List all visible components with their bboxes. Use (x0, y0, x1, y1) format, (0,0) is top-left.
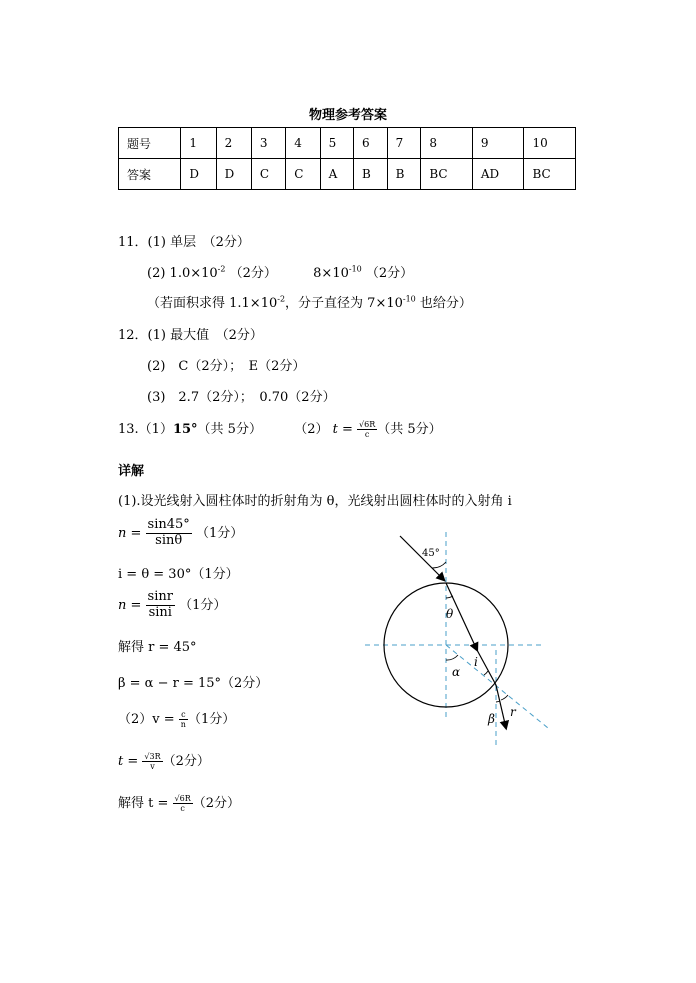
detail-eq6 (118, 708, 235, 729)
table-cell: B (353, 159, 387, 190)
q13-frac-num: √6R (359, 419, 376, 429)
q13-frac-den: c (364, 430, 370, 439)
label-45: 45° (422, 548, 440, 559)
arc-45 (432, 562, 446, 568)
eq3-den: sini (148, 604, 172, 620)
q11-exp-a: -2 (217, 264, 226, 274)
arc-alpha (446, 655, 458, 660)
eq1-fraction (146, 518, 192, 549)
q11-line2 (147, 262, 413, 281)
eq8-num: √6R (174, 793, 191, 803)
q11-note-b: ，分子直径为 7×10 (285, 296, 403, 311)
detail-eq8 (118, 792, 240, 813)
q13-score-2: （共 5分） (377, 422, 442, 437)
detail-eq4: 解得 r = 45° (118, 640, 197, 655)
page-title: 物理参考答案 (308, 108, 387, 123)
table-cell: C (251, 159, 285, 190)
eq6-prefix: （2）v = (118, 712, 175, 727)
eq8-score: （2分） (192, 796, 241, 811)
label-theta: θ (446, 607, 454, 621)
detail-eq5: β = α − r = 15°（2分） (118, 676, 269, 691)
table-cell: BC (421, 159, 472, 190)
q11-note-a: （若面积求得 1.1×10 (147, 296, 278, 311)
q11-score-a: （2分） (229, 266, 277, 281)
table-cell: 10 (524, 128, 576, 159)
table-cell: 9 (472, 128, 524, 159)
q13-t-lhs: t = (332, 422, 353, 437)
eq8-prefix: 解得 t = (118, 796, 169, 811)
q13-fraction (357, 420, 377, 439)
eq6-score: （1分） (187, 712, 236, 727)
table-cell: 5 (320, 128, 353, 159)
table-cell: C (286, 159, 320, 190)
q11-score-b: （2分） (365, 266, 414, 281)
table-cell: 2 (216, 128, 251, 159)
detail-intro: (1).设光线射入圆柱体时的折射角为 θ，光线射出圆柱体时的入射角 i (118, 494, 512, 509)
q13-part2: （2） (294, 422, 329, 437)
table-answer-label: 答案 (119, 159, 181, 190)
q11-line1: 11．(1) 单层 （2分） (118, 235, 250, 250)
arc-r (501, 695, 508, 700)
detail-heading: 详解 (118, 464, 145, 479)
radial-normal-exit (446, 645, 548, 728)
table-cell: 6 (353, 128, 387, 159)
q13-line (118, 418, 442, 439)
table-cell: BC (524, 159, 576, 190)
table-row-numbers (119, 128, 576, 159)
eq7-fraction (142, 752, 162, 771)
answer-table (118, 127, 576, 190)
table-cell: D (181, 159, 216, 190)
eq6-den: n (180, 720, 186, 729)
table-cell: 1 (181, 128, 216, 159)
label-i: i (474, 655, 478, 669)
eq6-num: c (179, 710, 188, 720)
eq1-score: （1分） (195, 525, 244, 541)
q11-value-a: (2) 1.0×10 (147, 266, 218, 281)
label-alpha: α (452, 665, 461, 679)
label-r: r (510, 705, 516, 719)
eq3-lhs: n = (118, 597, 142, 613)
eq8-fraction (173, 794, 193, 813)
q11-note (147, 292, 472, 311)
table-cell: 3 (251, 128, 285, 159)
detail-eq2: i = θ = 30°（1分） (118, 567, 239, 582)
q13-answer-1: 15° (172, 422, 198, 437)
q12-line2: (2) C（2分）； E（2分） (147, 359, 306, 374)
q12-line3: (3) 2.7（2分）； 0.70（2分） (147, 390, 336, 405)
table-header-label: 题号 (119, 128, 181, 159)
label-beta: β (488, 712, 495, 726)
eq1-den: sinθ (155, 532, 183, 548)
table-cell: 8 (421, 128, 472, 159)
eq3-fraction (146, 590, 175, 621)
detail-eq3 (118, 590, 226, 621)
arc-theta (446, 596, 453, 598)
table-cell: A (320, 159, 353, 190)
detail-eq7 (118, 750, 210, 771)
table-row-answers (119, 159, 576, 190)
detail-eq1 (118, 518, 243, 549)
q13-score-1: （共 5分） (197, 422, 262, 437)
refraction-diagram (360, 530, 560, 760)
q11-note-c: 也给分） (415, 296, 472, 311)
table-cell: D (216, 159, 251, 190)
eq3-score: （1分） (179, 597, 227, 613)
eq1-lhs: n = (118, 525, 142, 541)
table-cell: 7 (387, 128, 421, 159)
arc-i (484, 671, 488, 675)
refracted-ray-continued (477, 650, 496, 685)
q11-note-b-exp: -10 (402, 294, 416, 304)
eq7-lhs: t = (118, 754, 139, 769)
table-cell: 4 (286, 128, 320, 159)
q11-note-a-exp: -2 (277, 294, 286, 304)
table-cell: B (387, 159, 421, 190)
table-cell: AD (472, 159, 524, 190)
emergent-ray (496, 685, 506, 728)
q12-line1: 12．(1) 最大值 （2分） (118, 328, 263, 343)
eq7-score: （2分） (162, 754, 210, 769)
eq7-num: √3R (144, 751, 161, 761)
eq7-den: v (150, 762, 155, 771)
q11-exp-b: -10 (348, 264, 362, 274)
eq1-num: sin45° (147, 517, 190, 532)
q13-prefix: 13.（1） (118, 422, 173, 437)
q11-value-b: 8×10 (313, 266, 349, 281)
eq8-den: c (180, 804, 185, 813)
eq6-fraction (179, 710, 188, 729)
eq3-num: sinr (147, 589, 173, 604)
